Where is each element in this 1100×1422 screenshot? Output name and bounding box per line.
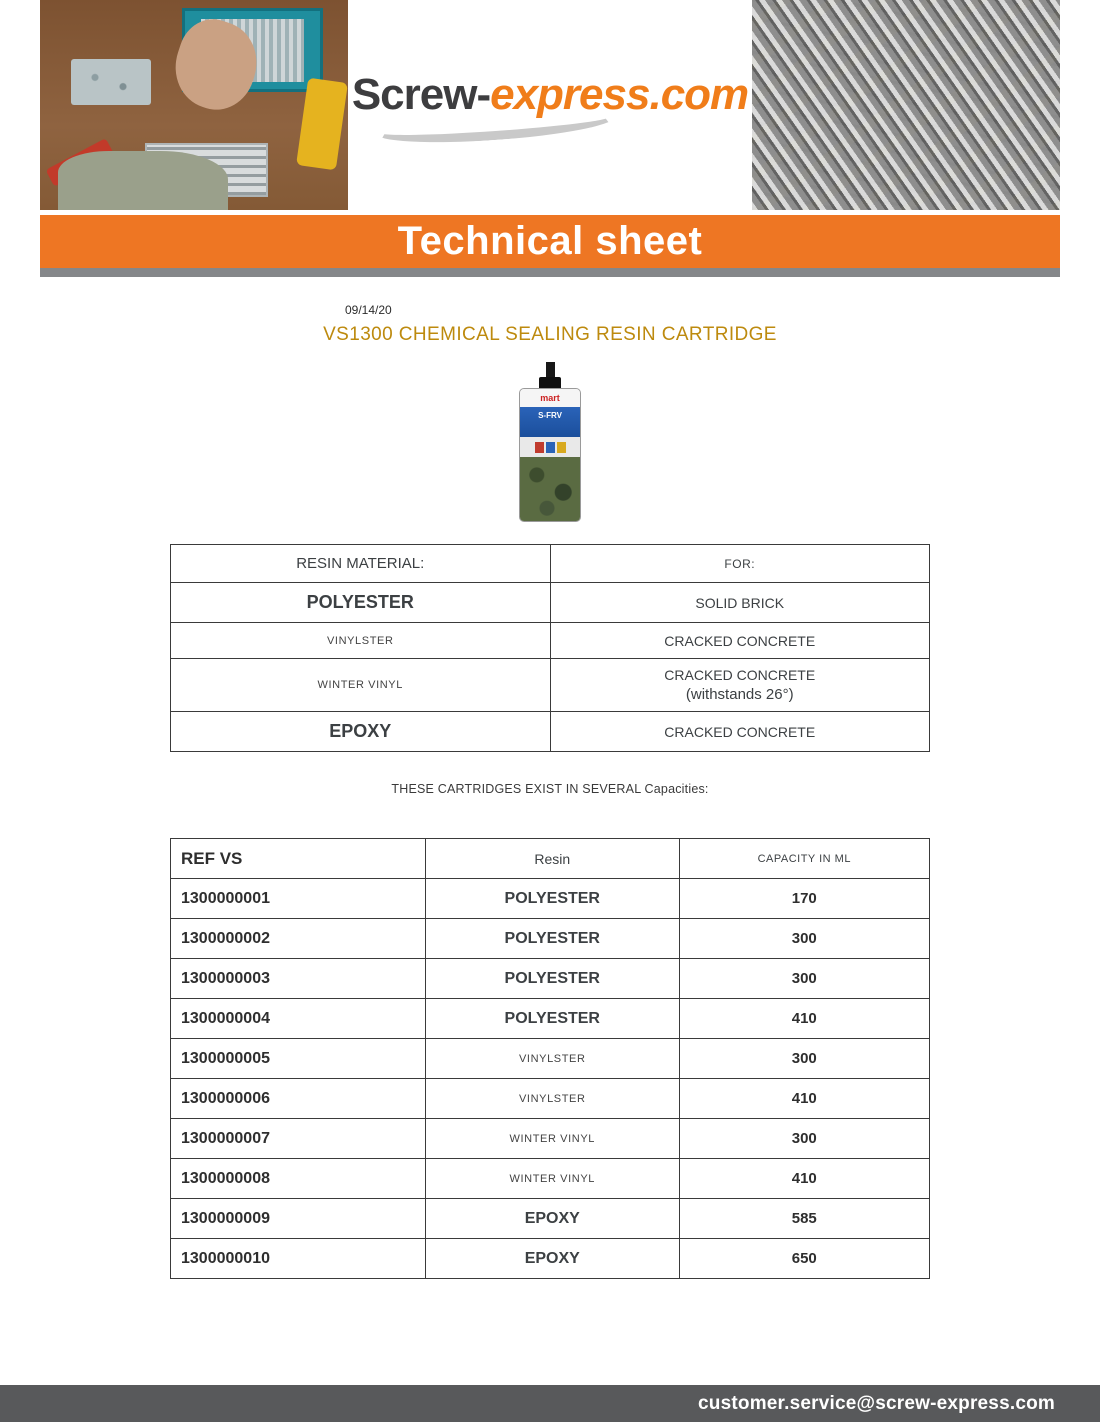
- ref-cell: 1300000010: [171, 1239, 426, 1279]
- resin-header: Resin: [426, 839, 680, 879]
- resin-table-row: [171, 712, 930, 752]
- for-line: CRACKED CONCRETE: [664, 723, 816, 740]
- resin-cell: VINYLSTER: [426, 1079, 680, 1119]
- resin-table-header-row: [171, 545, 930, 583]
- ref-cell: 1300000004: [171, 999, 426, 1039]
- resin-cell: EPOXY: [426, 1239, 680, 1279]
- header-photo-screws: [752, 0, 1060, 210]
- cartridge-nozzle-icon: [546, 362, 555, 377]
- banner: [40, 215, 1060, 268]
- capacity-cell: 170: [679, 879, 929, 919]
- banner-title: Technical sheet: [397, 219, 703, 263]
- photo-sleeve: [58, 151, 227, 210]
- cartridge-product-label: S-FRV: [520, 407, 580, 437]
- cartridge-pictos: [520, 437, 580, 457]
- content: [170, 277, 930, 1279]
- capacity-cell: 300: [679, 959, 929, 999]
- picto-blue: [546, 442, 555, 453]
- resin-for-cell: [550, 659, 930, 712]
- capacity-table-row: [171, 1199, 930, 1239]
- resin-material-cell: WINTER VINYL: [171, 659, 551, 712]
- capacity-cell: 300: [679, 1039, 929, 1079]
- header-photo-workbench: [40, 0, 348, 210]
- resin-table-row: [171, 623, 930, 659]
- ref-cell: 1300000002: [171, 919, 426, 959]
- for-line: CRACKED CONCRETE: [664, 667, 816, 683]
- resin-for-header: FOR:: [550, 545, 930, 583]
- ref-cell: 1300000001: [171, 879, 426, 919]
- cartridge-brand-label: mart: [520, 389, 580, 407]
- capacity-table: [170, 838, 930, 1279]
- ref-header: REF VS: [171, 839, 426, 879]
- resin-material-table: [170, 544, 930, 752]
- capacity-table-row: [171, 1039, 930, 1079]
- ref-cell: 1300000008: [171, 1159, 426, 1199]
- cartridge-camo-section: [520, 457, 580, 521]
- capacity-cell: 300: [679, 1119, 929, 1159]
- document-date: 09/14/20: [345, 303, 392, 317]
- capacity-table-row: [171, 1239, 930, 1279]
- page-title: VS1300 CHEMICAL SEALING RESIN CARTRIDGE: [323, 324, 777, 345]
- for-line: (withstands 26°): [685, 686, 794, 703]
- capacity-table-row: [171, 1119, 930, 1159]
- footer: [0, 1385, 1100, 1422]
- banner-strip: [40, 268, 1060, 277]
- ref-cell: 1300000005: [171, 1039, 426, 1079]
- capacities-note: THESE CARTRIDGES EXIST IN SEVERAL Capacities:: [391, 782, 709, 796]
- resin-for-cell: [550, 712, 930, 752]
- capacity-cell: 585: [679, 1199, 929, 1239]
- product-image: [515, 362, 585, 522]
- capacity-header: CAPACITY IN ML: [679, 839, 929, 879]
- resin-material-cell: VINYLSTER: [171, 623, 551, 659]
- capacity-table-row: [171, 919, 930, 959]
- capacity-table-row: [171, 1079, 930, 1119]
- capacity-cell: 300: [679, 919, 929, 959]
- ref-cell: 1300000009: [171, 1199, 426, 1239]
- resin-table-row: [171, 583, 930, 623]
- capacity-cell: 410: [679, 1159, 929, 1199]
- logo-part2: express.com: [490, 70, 749, 119]
- resin-cell: WINTER VINYL: [426, 1119, 680, 1159]
- capacity-table-row: [171, 879, 930, 919]
- capacity-table-header-row: [171, 839, 930, 879]
- resin-material-header: RESIN MATERIAL:: [171, 545, 551, 583]
- ref-cell: 1300000006: [171, 1079, 426, 1119]
- capacity-cell: 410: [679, 999, 929, 1039]
- ref-cell: 1300000003: [171, 959, 426, 999]
- customer-service-email: customer.service@screw-express.com: [698, 1392, 1055, 1414]
- resin-for-cell: [550, 583, 930, 623]
- logo: [348, 0, 752, 210]
- resin-cell: POLYESTER: [426, 919, 680, 959]
- capacity-cell: 410: [679, 1079, 929, 1119]
- resin-cell: POLYESTER: [426, 999, 680, 1039]
- resin-cell: POLYESTER: [426, 959, 680, 999]
- capacity-table-row: [171, 959, 930, 999]
- resin-cell: VINYLSTER: [426, 1039, 680, 1079]
- resin-table-row: [171, 659, 930, 712]
- picto-yellow: [557, 442, 566, 453]
- picto-red: [535, 442, 544, 453]
- ref-cell: 1300000007: [171, 1119, 426, 1159]
- capacity-cell: 650: [679, 1239, 929, 1279]
- for-line: CRACKED CONCRETE: [664, 632, 816, 649]
- resin-material-cell: EPOXY: [171, 712, 551, 752]
- resin-material-cell: POLYESTER: [171, 583, 551, 623]
- resin-cell: POLYESTER: [426, 879, 680, 919]
- capacity-table-row: [171, 1159, 930, 1199]
- resin-for-cell: [550, 623, 930, 659]
- resin-cell: WINTER VINYL: [426, 1159, 680, 1199]
- cartridge-cap-icon: [539, 377, 561, 388]
- logo-part1: Screw-: [351, 70, 491, 119]
- resin-cell: EPOXY: [426, 1199, 680, 1239]
- cartridge-body-icon: [519, 388, 581, 522]
- photo-screw-tray: [71, 59, 151, 105]
- header: [40, 0, 1060, 210]
- for-line: SOLID BRICK: [695, 594, 785, 611]
- capacity-table-row: [171, 999, 930, 1039]
